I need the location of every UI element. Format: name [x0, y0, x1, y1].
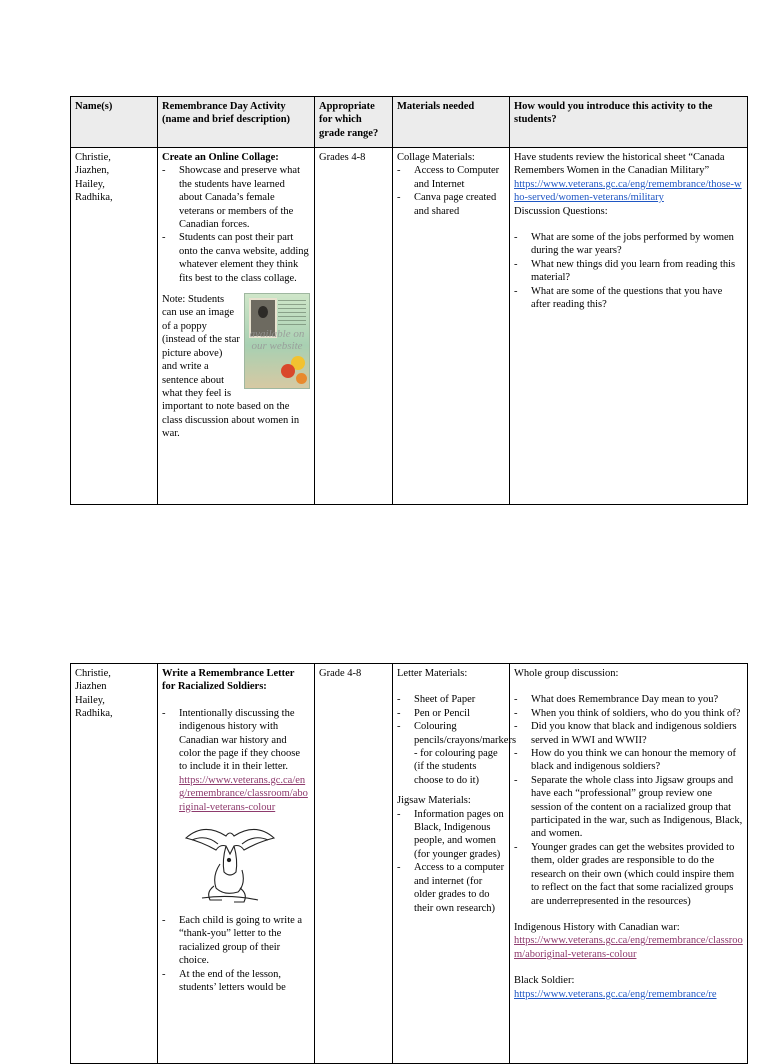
note-text: Note: Students can use an image of a poppy (instead of the star picture above) and write a sentence about what they feel is important to note based on the class discussion about women in war.	[162, 294, 300, 440]
name: Radhika,	[75, 708, 113, 720]
aboriginal-veterans-link[interactable]: https://www.veterans.gc.ca/eng/remembrance/classroom/aboriginal-veterans-colour	[179, 774, 308, 813]
materials-title: Collage Materials:	[397, 152, 475, 163]
list-item: - Canva page created and shared	[414, 191, 505, 218]
header-activity: Remembrance Day Activity (name and brief description)	[158, 97, 315, 148]
name: Hailey,	[75, 694, 105, 706]
intro-text: Have students review the historical sheet “Canada Remembers Women in the Canadian Military”	[514, 152, 725, 177]
list-item: - What does Remembrance Day mean to you?	[531, 693, 743, 706]
header-names: Name(s)	[71, 97, 158, 148]
list-item: - What are some of the questions that you have after reading this?	[531, 285, 743, 312]
eagle-colouring-icon	[182, 820, 278, 904]
grade-cell: Grade 4-8	[315, 664, 393, 1064]
intro-cell	[510, 664, 748, 1064]
activity-title: Write a Remembrance Letter for Racialized Soldiers:	[162, 668, 295, 693]
materials-list	[397, 164, 505, 218]
materials-cell	[393, 664, 517, 1064]
header-materials: Materials needed	[393, 97, 510, 148]
discussion-questions-label: Discussion Questions:	[514, 205, 608, 217]
name: Hailey,	[75, 178, 105, 190]
women-veterans-link[interactable]: https://www.veterans.gc.ca/eng/remembrance/those-who-served/women-veterans/military	[514, 178, 742, 204]
list-item: - Younger grades can get the websites provided to them, older grades are responsible to do the research on their own (which could inspire them to reflect on the fact that some racialized groups are underrepresented in the resources)	[531, 841, 743, 908]
activity-cell	[158, 148, 315, 505]
list-item: - Separate the whole class into Jigsaw groups and have each “professional” group review one session of the content on a racialized group that participated in the war, such as Indigenous, Black, and women.	[531, 774, 743, 841]
list-item: - What are some of the jobs performed by women during the war years?	[531, 231, 743, 258]
activity-table-1	[70, 96, 748, 505]
list-item: - How do you think we can honour the memory of black and indigenous soldiers?	[531, 747, 743, 774]
black-soldier-label: Black Soldier:	[514, 975, 575, 987]
list-item: - Pen or Pencil	[414, 707, 505, 720]
names-cell	[71, 148, 158, 505]
list-item: - Students can post their part onto the canva website, adding whatever element they think fits best to the class collage.	[179, 231, 310, 285]
activity-bullets	[162, 707, 310, 814]
discussion-label: Whole group discussion:	[514, 668, 619, 679]
list-item: - At the end of the lesson, students’ letters would be	[179, 968, 310, 995]
table-row	[71, 664, 748, 1064]
discussion-list	[514, 693, 743, 908]
letter-materials-list	[397, 693, 517, 787]
name: Radhika,	[75, 192, 113, 204]
list-item: - Information pages on Black, Indigenous people, and women (for younger grades)	[414, 808, 505, 862]
indigenous-history-label: Indigenous History with Canadian war:	[514, 921, 680, 933]
activity-bullets	[162, 164, 310, 285]
flower-icon	[296, 373, 307, 384]
list-item: - What new things did you learn from reading this material?	[531, 258, 743, 285]
activity-cell	[158, 664, 315, 1064]
jigsaw-materials-label: Jigsaw Materials:	[397, 795, 471, 807]
header-introduction: How would you introduce this activity to the students?	[510, 97, 748, 148]
women-veterans-poster-image	[244, 293, 310, 389]
list-item: - Did you know that black and indigenous soldiers served in WWI and WWII?	[531, 720, 743, 747]
name: Christie,	[75, 668, 111, 679]
letter-materials-label: Letter Materials:	[397, 668, 468, 679]
activity-title: Create an Online Collage:	[162, 152, 279, 163]
activity-bullets-after	[162, 914, 310, 994]
list-item: - Access to a computer and internet (for older grades to do their own research)	[414, 861, 505, 915]
name: Jiazhen,	[75, 165, 110, 177]
table-header-row	[71, 97, 748, 148]
list-item: - When you think of soldiers, who do you think of?	[531, 707, 743, 720]
list-item: - Each child is going to write a “thank-you” letter to the racialized group of their choice.	[179, 914, 310, 968]
intro-cell	[510, 148, 748, 505]
list-item: - Showcase and preserve what the students have learned about Canada’s female veterans or members of the Canadian forces.	[179, 164, 310, 231]
list-item-text: Intentionally discussing the indigenous history with Canadian war history and color the page if they choose to include it in their letter.	[179, 707, 300, 773]
activity-table-2	[70, 663, 748, 1064]
discussion-questions	[514, 231, 743, 311]
name: Jiazhen	[75, 681, 107, 693]
list-item: - Sheet of Paper	[414, 693, 505, 706]
flower-icon	[281, 364, 295, 378]
name: Christie,	[75, 152, 111, 163]
note-block	[162, 293, 310, 440]
black-soldier-link[interactable]: https://www.veterans.gc.ca/eng/remembrance/re	[514, 988, 717, 1000]
jigsaw-materials-list	[397, 808, 505, 915]
list-item: - Access to Computer and Internet	[414, 164, 505, 191]
list-item	[179, 707, 310, 814]
header-grade-range: Appropriate for which grade range?	[315, 97, 393, 148]
list-item: - Colouring pencils/crayons/markers - for colouring page (if the students choose to do it)	[414, 720, 505, 787]
indigenous-history-link[interactable]: https://www.veterans.gc.ca/eng/remembrance/classroom/aboriginal-veterans-colour	[514, 935, 743, 960]
names-cell	[71, 664, 158, 1064]
materials-cell	[393, 148, 510, 505]
grade-cell: Grades 4-8	[315, 148, 393, 505]
table-row	[71, 148, 748, 505]
poster-overlay-text: available on our website	[249, 328, 305, 353]
